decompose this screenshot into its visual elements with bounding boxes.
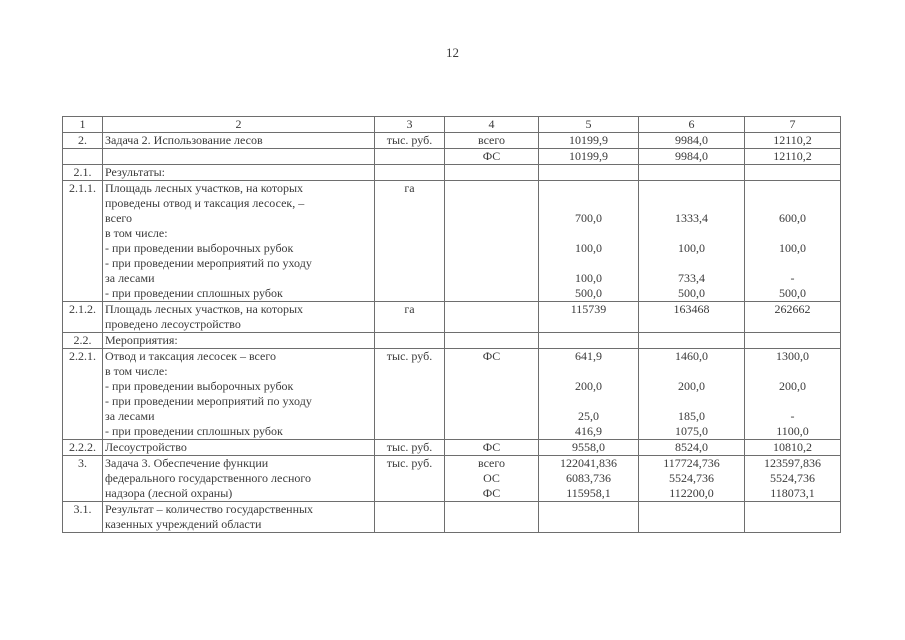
unit-cell: га: [375, 181, 445, 302]
value-cell-v6: [639, 165, 745, 181]
value-line: [747, 364, 838, 379]
value-line: 5524,736: [770, 471, 815, 485]
value-line: 115739: [570, 302, 607, 316]
funding-source-cell: [445, 302, 539, 333]
description-line: казенных учреждений области: [105, 517, 262, 531]
value-line: 6083,736: [566, 471, 611, 485]
value-line: [747, 165, 838, 180]
value-line: 5524,736: [669, 471, 714, 485]
header-cell: 6: [639, 117, 745, 133]
value-line: [541, 502, 636, 517]
value-line: 1300,0: [776, 349, 809, 363]
value-line: 112200,0: [669, 486, 714, 500]
row-number-cell: 2.1.1.: [63, 181, 103, 302]
description-line: [105, 149, 372, 164]
value-line: 12110,2: [773, 149, 812, 163]
value-cell-v5: [539, 149, 639, 165]
value-line: [541, 165, 636, 180]
funding-source-cell: [445, 165, 539, 181]
value-cell-v7: [745, 181, 841, 302]
value-cell-v5: [539, 181, 639, 302]
description-line: за лесами: [105, 409, 155, 423]
funding-source-cell: ФС: [445, 440, 539, 456]
unit-cell: тыс. руб.: [375, 349, 445, 440]
description-line: Площадь лесных участков, на которых: [105, 181, 303, 195]
value-line: 700,0: [575, 211, 602, 225]
unit-cell: [375, 165, 445, 181]
value-cell-v5: [539, 165, 639, 181]
header-cell: 7: [745, 117, 841, 133]
description-line: - при проведении сплошных рубок: [105, 286, 283, 300]
value-line: [541, 196, 636, 211]
description-line: Площадь лесных участков, на которых: [105, 302, 303, 316]
value-line: 8524,0: [675, 440, 708, 454]
row-description-cell: [103, 502, 375, 533]
value-line: 9984,0: [675, 149, 708, 163]
value-line: 118073,1: [770, 486, 815, 500]
unit-cell: тыс. руб.: [375, 133, 445, 149]
unit-cell: [375, 502, 445, 533]
value-line: 416,9: [575, 424, 602, 438]
row-number-cell: 3.: [63, 456, 103, 502]
value-line: [541, 364, 636, 379]
value-cell-v5: [539, 302, 639, 333]
value-line: 200,0: [678, 379, 705, 393]
value-line: [747, 226, 838, 241]
table-header-row: [63, 117, 841, 133]
value-line: 10199,9: [569, 133, 608, 147]
value-line: 163468: [673, 302, 710, 316]
description-line: Мероприятия:: [105, 333, 178, 347]
table-row: [63, 333, 841, 349]
value-line: [641, 181, 742, 196]
value-line: 9558,0: [572, 440, 605, 454]
value-line: 100,0: [678, 241, 705, 255]
value-line: [747, 256, 838, 271]
value-cell-v6: [639, 456, 745, 502]
funding-source-cell: ФС: [445, 149, 539, 165]
value-line: 600,0: [779, 211, 806, 225]
table-row: [63, 349, 841, 440]
funding-source-cell: всего: [445, 133, 539, 149]
description-line: Задача 3. Обеспечение функции: [105, 456, 269, 470]
value-cell-v6: [639, 302, 745, 333]
row-number-cell: 2.2.2.: [63, 440, 103, 456]
unit-cell: тыс. руб.: [375, 440, 445, 456]
value-line: 500,0: [575, 286, 602, 300]
value-cell-v7: [745, 333, 841, 349]
row-number-cell: 2.1.: [63, 165, 103, 181]
value-line: 200,0: [575, 379, 602, 393]
description-line: надзора (лесной охраны): [105, 486, 233, 500]
value-line: [541, 256, 636, 271]
value-cell-v5: [539, 456, 639, 502]
value-line: [747, 502, 838, 517]
value-cell-v6: [639, 181, 745, 302]
row-number-cell: 3.1.: [63, 502, 103, 533]
row-description-cell: [103, 302, 375, 333]
row-number-cell: 2.2.1.: [63, 349, 103, 440]
value-line: -: [790, 409, 795, 423]
description-line: - при проведении выборочных рубок: [105, 241, 294, 255]
value-cell-v7: [745, 349, 841, 440]
value-line: 733,4: [678, 271, 705, 285]
value-line: [641, 165, 742, 180]
table-row: [63, 302, 841, 333]
table-row: [63, 456, 841, 502]
row-number-cell: 2.: [63, 133, 103, 149]
funding-source-cell: [445, 333, 539, 349]
value-line: [541, 226, 636, 241]
value-line: 9984,0: [675, 133, 708, 147]
value-cell-v7: [745, 302, 841, 333]
unit-cell: [375, 149, 445, 165]
row-description-cell: [103, 149, 375, 165]
table-row: [63, 440, 841, 456]
value-line: 115958,1: [566, 486, 611, 500]
table-row: [63, 133, 841, 149]
value-line: 1100,0: [776, 424, 809, 438]
value-cell-v7: [745, 165, 841, 181]
value-line: 641,9: [575, 349, 602, 363]
table-row: [63, 181, 841, 302]
value-line: 1460,0: [675, 349, 708, 363]
value-line: 100,0: [779, 241, 806, 255]
value-cell-v7: [745, 456, 841, 502]
value-cell-v7: [745, 133, 841, 149]
funding-source-cell: [445, 502, 539, 533]
unit-cell: га: [375, 302, 445, 333]
row-description-cell: [103, 349, 375, 440]
description-line: в том числе:: [105, 226, 168, 240]
value-line: 117724,736: [663, 456, 720, 470]
table-row: [63, 502, 841, 533]
value-cell-v5: [539, 502, 639, 533]
description-line: Результаты:: [105, 165, 165, 179]
value-line: [747, 394, 838, 409]
row-number-cell: [63, 149, 103, 165]
description-line: Лесоустройство: [105, 440, 187, 454]
row-number-cell: 2.2.: [63, 333, 103, 349]
description-line: в том числе:: [105, 364, 168, 378]
value-line: 12110,2: [773, 133, 812, 147]
description-line: за лесами: [105, 271, 155, 285]
header-cell: 5: [539, 117, 639, 133]
header-cell: 2: [103, 117, 375, 133]
value-line: [641, 256, 742, 271]
table-row: [63, 149, 841, 165]
funding-source-cell: [445, 456, 539, 502]
value-line: 1075,0: [675, 424, 708, 438]
value-line: [641, 226, 742, 241]
value-line: [641, 333, 742, 348]
row-description-cell: [103, 456, 375, 502]
funding-source-line: всего: [477, 456, 506, 470]
value-cell-v5: [539, 333, 639, 349]
value-line: 100,0: [575, 241, 602, 255]
value-line: 100,0: [575, 271, 602, 285]
funding-source-line: ФС: [482, 486, 501, 500]
value-line: 200,0: [779, 379, 806, 393]
value-cell-v6: [639, 440, 745, 456]
value-line: 1333,4: [675, 211, 708, 225]
value-cell-v5: [539, 133, 639, 149]
header-cell: 1: [63, 117, 103, 133]
value-cell-v6: [639, 133, 745, 149]
value-line: [641, 502, 742, 517]
data-table: [62, 116, 841, 533]
value-line: 123597,836: [764, 456, 821, 470]
value-cell-v5: [539, 440, 639, 456]
description-line: - при проведении выборочных рубок: [105, 379, 294, 393]
table-body: [63, 117, 841, 533]
description-line: проведены отвод и таксация лесосек, –: [105, 196, 305, 210]
unit-cell: тыс. руб.: [375, 456, 445, 502]
value-line: 500,0: [678, 286, 705, 300]
description-line: федерального государственного лесного: [105, 471, 312, 485]
value-line: [641, 364, 742, 379]
description-line: - при проведении мероприятий по уходу: [105, 256, 312, 270]
value-line: [747, 196, 838, 211]
value-line: [541, 181, 636, 196]
value-line: 262662: [774, 302, 811, 316]
row-description-cell: [103, 181, 375, 302]
row-description-cell: [103, 333, 375, 349]
value-cell-v7: [745, 502, 841, 533]
value-cell-v5: [539, 349, 639, 440]
value-line: [747, 181, 838, 196]
value-line: -: [790, 271, 795, 285]
page-number: 12: [446, 45, 459, 60]
description-line: Результат – количество государственных: [105, 502, 314, 516]
description-line: Задача 2. Использование лесов: [105, 133, 263, 147]
value-cell-v6: [639, 333, 745, 349]
header-cell: 4: [445, 117, 539, 133]
value-line: [541, 394, 636, 409]
description-line: - при проведении мероприятий по уходу: [105, 394, 312, 408]
value-cell-v6: [639, 349, 745, 440]
table-row: [63, 165, 841, 181]
description-line: всего: [105, 211, 133, 225]
value-line: [747, 333, 838, 348]
value-line: 500,0: [779, 286, 806, 300]
funding-source-cell: [445, 181, 539, 302]
row-description-cell: [103, 133, 375, 149]
value-line: 10810,2: [773, 440, 812, 454]
value-line: [641, 394, 742, 409]
value-line: 10199,9: [569, 149, 608, 163]
value-line: 122041,836: [560, 456, 617, 470]
value-line: 25,0: [578, 409, 599, 423]
value-cell-v7: [745, 149, 841, 165]
funding-source-cell: ФС: [445, 349, 539, 440]
header-cell: 3: [375, 117, 445, 133]
unit-cell: [375, 333, 445, 349]
row-description-cell: [103, 165, 375, 181]
description-line: - при проведении сплошных рубок: [105, 424, 283, 438]
value-line: 185,0: [678, 409, 705, 423]
value-line: [641, 196, 742, 211]
value-cell-v7: [745, 440, 841, 456]
description-line: Отвод и таксация лесосек – всего: [105, 349, 276, 363]
row-number-cell: 2.1.2.: [63, 302, 103, 333]
value-line: [541, 333, 636, 348]
description-line: проведено лесоустройство: [105, 317, 241, 331]
value-cell-v6: [639, 149, 745, 165]
value-cell-v6: [639, 502, 745, 533]
funding-source-line: ОС: [483, 471, 500, 485]
row-description-cell: [103, 440, 375, 456]
